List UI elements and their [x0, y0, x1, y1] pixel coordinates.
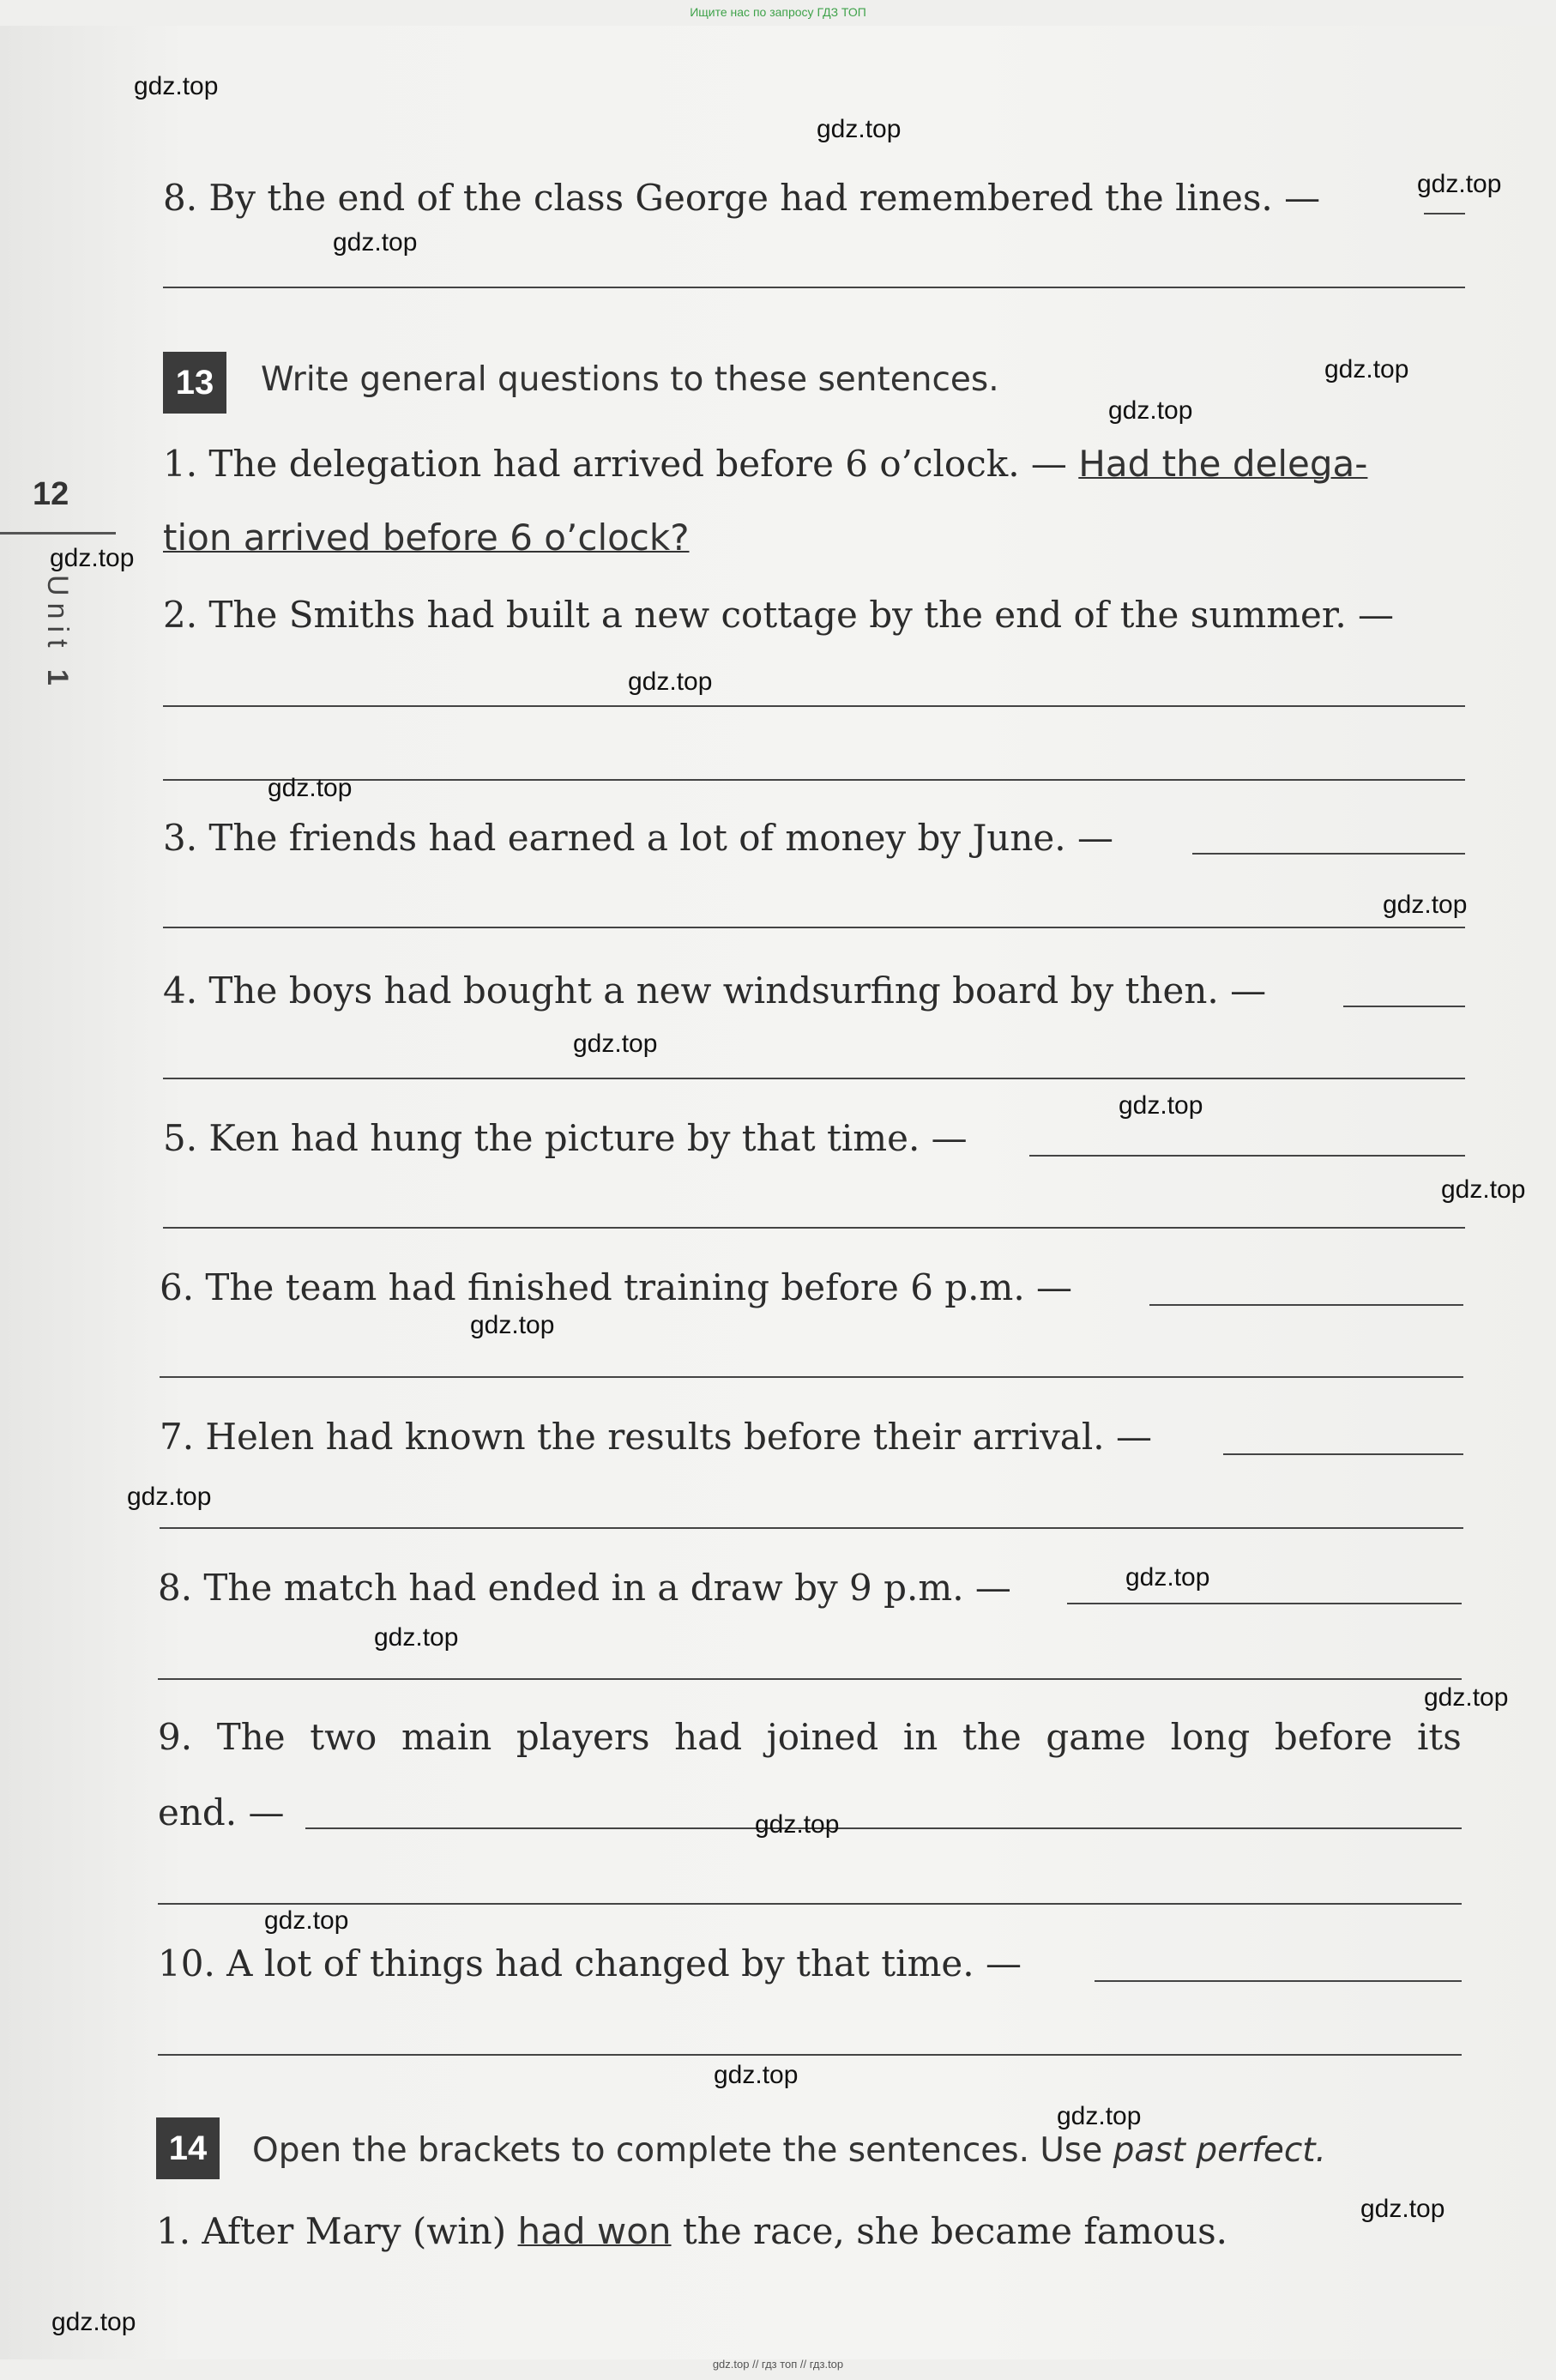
answer-line	[160, 1527, 1463, 1529]
handwritten-answer: tion arrived before 6 o’clock?	[163, 516, 690, 559]
task-13-item-5: 5. Ken had hung the picture by that time. —	[163, 1117, 968, 1159]
task-14-item-1: 1. After Mary (win) had won the race, she became famous.	[156, 2210, 1228, 2252]
answer-line	[1223, 1453, 1463, 1455]
answer-line	[163, 287, 1465, 288]
answer-line	[1149, 1304, 1463, 1306]
answer-line	[163, 1227, 1465, 1229]
task-14-number: 14	[156, 2117, 220, 2179]
watermark: gdz.top	[1324, 355, 1409, 384]
answer-line	[1067, 1603, 1462, 1604]
watermark: gdz.top	[268, 774, 353, 802]
page-number: 12	[33, 476, 69, 512]
task-13-item-10: 10. A lot of things had changed by that time. —	[158, 1942, 1022, 1984]
answer-line	[1343, 1006, 1465, 1007]
answer-line	[1192, 853, 1465, 855]
watermark: gdz.top	[51, 2308, 136, 2336]
watermark: gdz.top	[1119, 1091, 1203, 1120]
answer-line	[1029, 1155, 1465, 1157]
answer-line	[163, 927, 1465, 928]
task-13-item-3: 3. The friends had earned a lot of money by June. —	[163, 817, 1113, 859]
handwritten-answer: Had the delega-	[1078, 443, 1368, 485]
watermark: gdz.top	[374, 1623, 459, 1652]
answer-line	[158, 2054, 1462, 2056]
top-banner: Ищите нас по запросу ГДЗ ТОП	[690, 5, 866, 19]
answer-line	[160, 1376, 1463, 1378]
task-13-item-7: 7. Helen had known the results before their arrival. —	[160, 1416, 1152, 1458]
watermark: gdz.top	[1383, 891, 1468, 919]
watermark: gdz.top	[1057, 2102, 1142, 2130]
task-13-item-9: 9. The two main players had joined in the game long before its	[158, 1716, 1462, 1758]
answer-line	[1424, 213, 1465, 214]
task-13-item-2: 2. The Smiths had built a new cottage by the end of the summer. —	[163, 594, 1395, 636]
answer-line	[163, 779, 1465, 781]
watermark: gdz.top	[817, 115, 902, 143]
answer-line	[1095, 1980, 1462, 1982]
answer-line	[305, 1827, 1462, 1829]
watermark: gdz.top	[1360, 2195, 1445, 2223]
handwritten-answer: had won	[517, 2210, 672, 2252]
task-13-item-9-cont: end. —	[158, 1791, 285, 1833]
task-13-title: Write general questions to these sentences.	[261, 360, 999, 399]
watermark: gdz.top	[755, 1810, 840, 1839]
watermark: gdz.top	[1441, 1175, 1526, 1204]
watermark: gdz.top	[1125, 1563, 1210, 1592]
answer-line	[158, 1678, 1462, 1680]
task-13-item-1-cont	[163, 516, 690, 559]
page-number-rule	[0, 532, 116, 535]
watermark: gdz.top	[1417, 170, 1502, 198]
answer-line	[163, 705, 1465, 707]
task-13-item-1: 1. The delegation had arrived before 6 o’clock. — Had the delega-	[163, 443, 1368, 485]
task-14-title: Open the brackets to complete the sentences. Use past perfect.	[252, 2131, 1326, 2170]
bottom-banner: gdz.top // гдз топ // гдз.top	[712, 2358, 844, 2371]
task-13-item-6: 6. The team had finished training before 6 p.m. —	[160, 1266, 1073, 1308]
watermark: gdz.top	[470, 1311, 555, 1339]
prev-item-8: 8. By the end of the class George had remembered the lines. —	[163, 177, 1321, 219]
watermark: gdz.top	[628, 667, 713, 696]
task-13-item-8: 8. The match had ended in a draw by 9 p.m. —	[158, 1567, 1011, 1609]
unit-label: Unit 1	[41, 575, 74, 692]
watermark: gdz.top	[573, 1030, 658, 1058]
watermark: gdz.top	[333, 228, 418, 257]
watermark: gdz.top	[714, 2061, 799, 2089]
answer-line	[163, 1078, 1465, 1079]
task-13-number: 13	[163, 352, 226, 414]
watermark: gdz.top	[1424, 1683, 1509, 1712]
watermark: gdz.top	[127, 1483, 212, 1511]
answer-line	[158, 1903, 1462, 1905]
task-13-item-4: 4. The boys had bought a new windsurfing board by then. —	[163, 970, 1267, 1012]
watermark: gdz.top	[264, 1906, 349, 1935]
watermark: gdz.top	[1108, 396, 1193, 425]
watermark: gdz.top	[134, 72, 219, 100]
watermark: gdz.top	[50, 544, 135, 572]
